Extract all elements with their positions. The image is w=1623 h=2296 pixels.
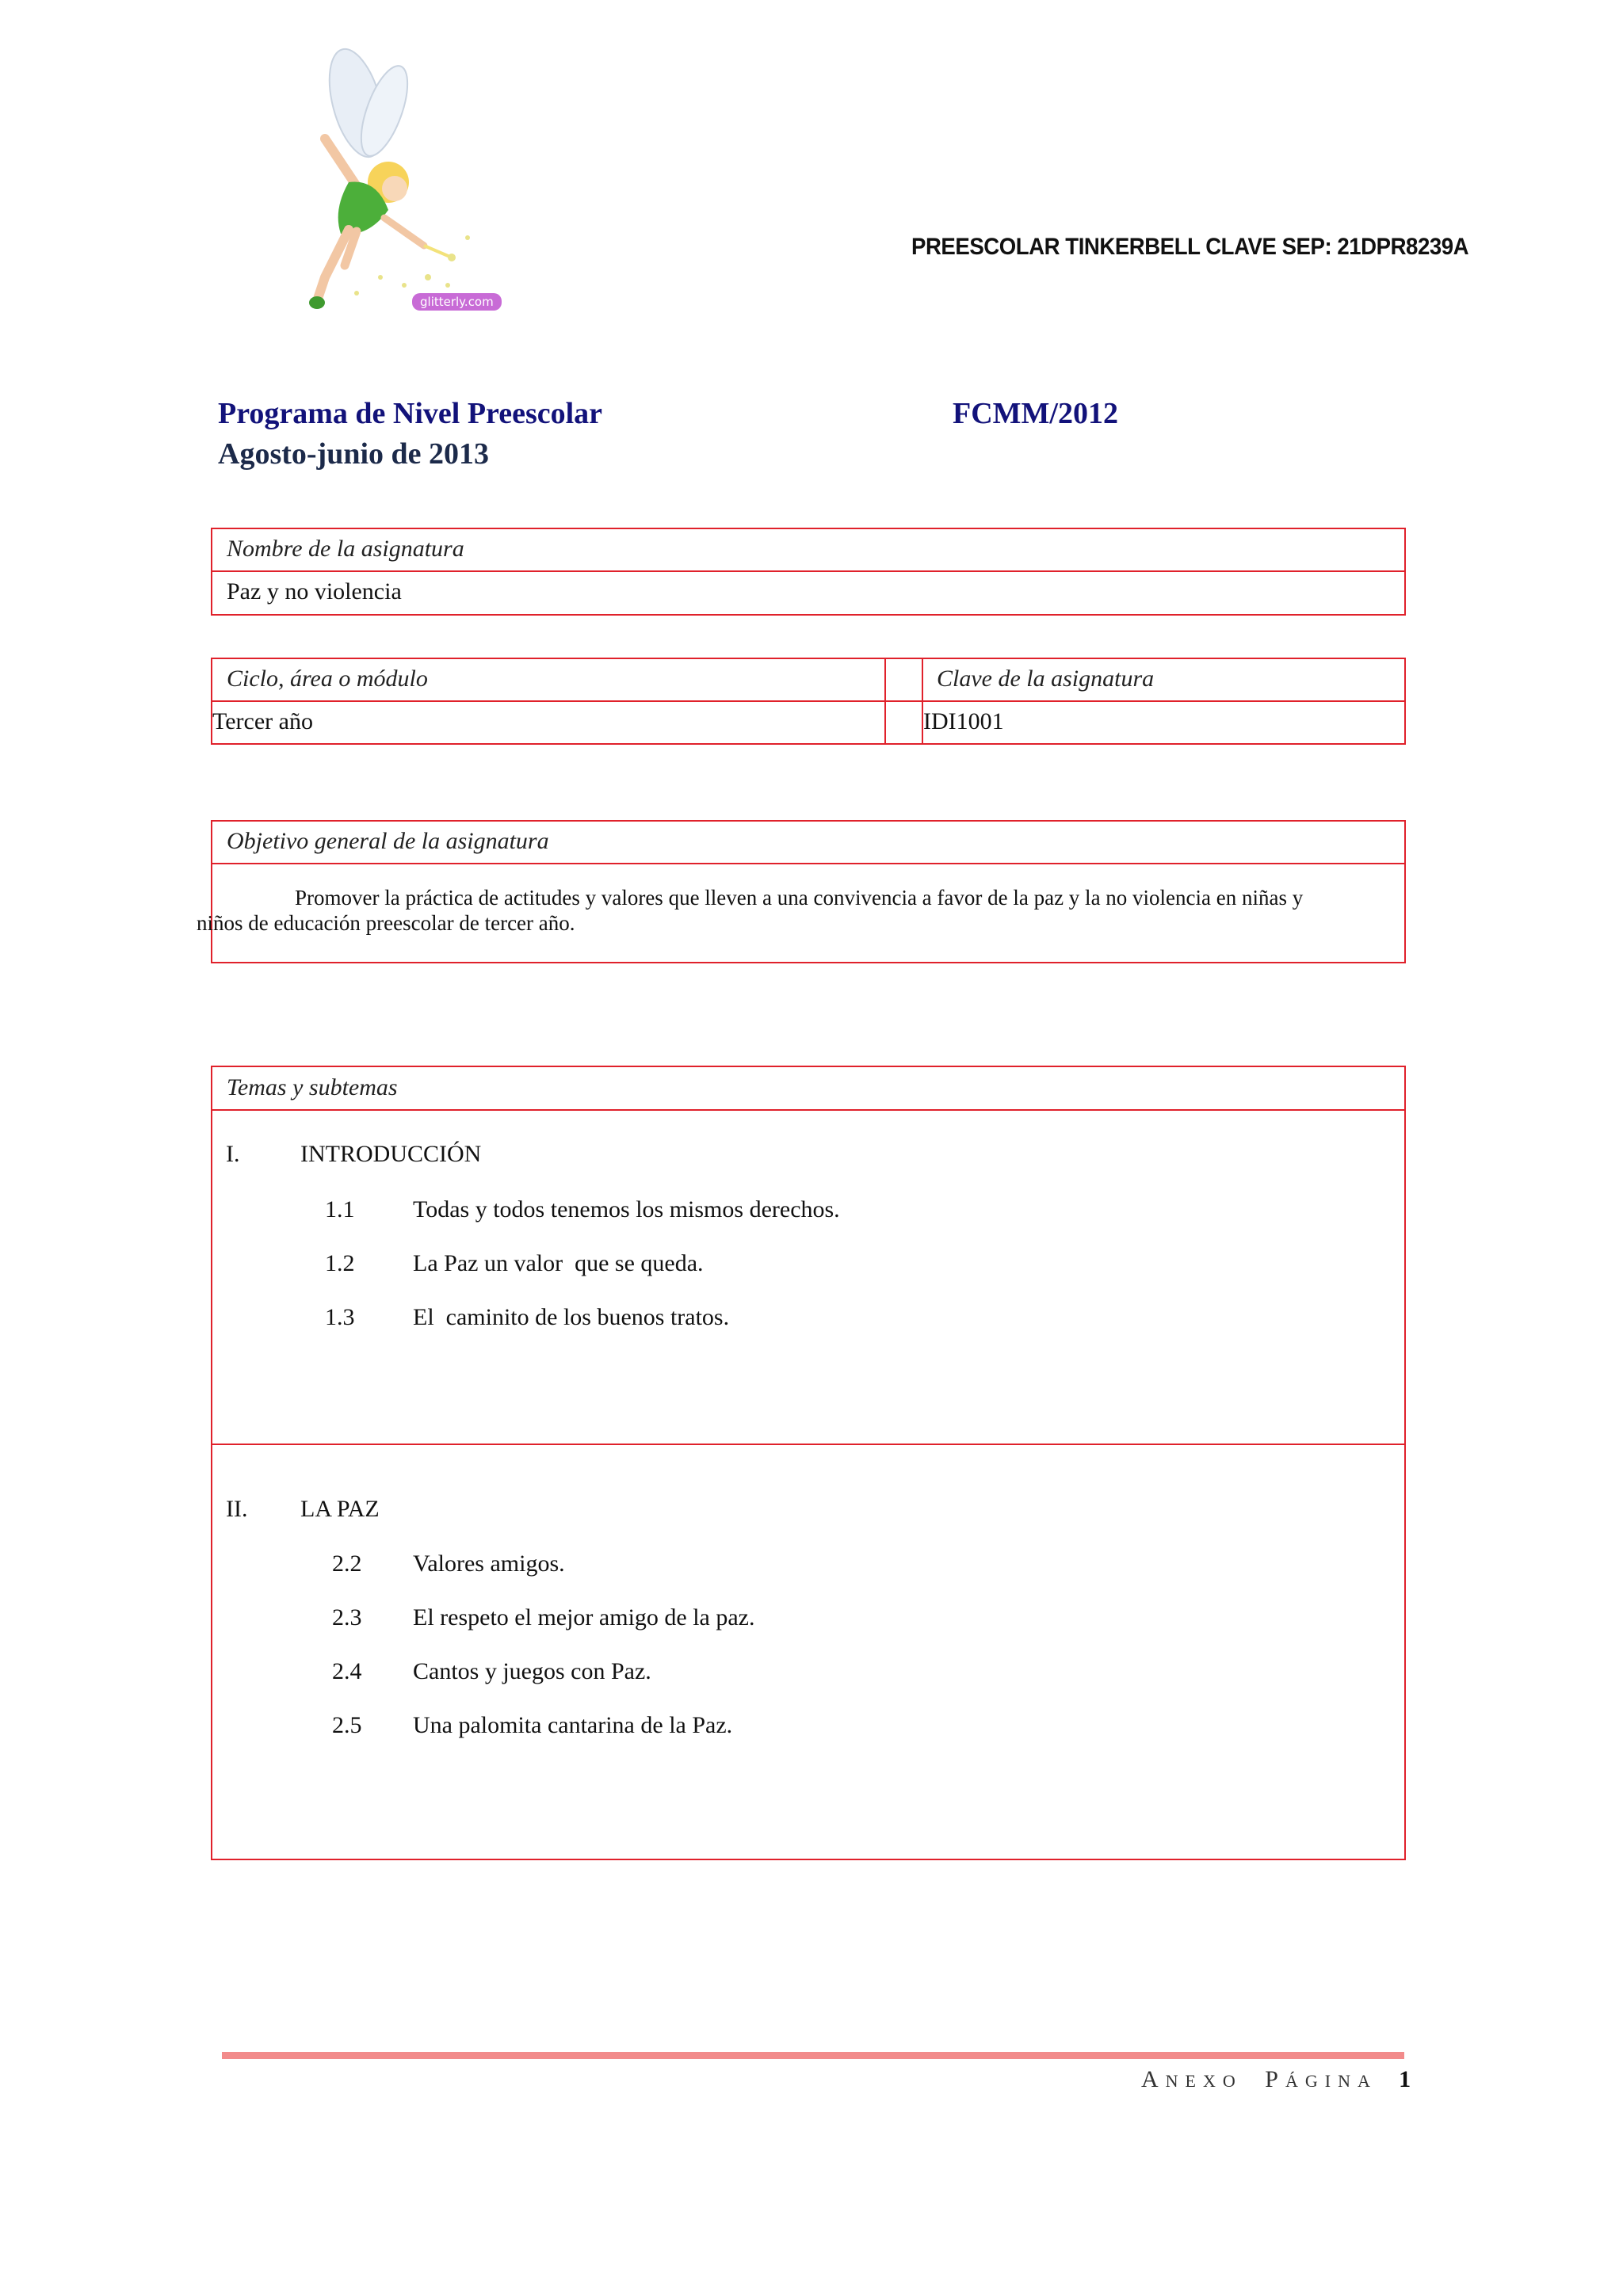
program-title: Programa de Nivel Preescolar [218,397,603,430]
topics-label: Temas y subtemas [227,1074,398,1100]
cycle-table [211,658,1406,745]
program-period: Agosto-junio de 2013 [218,437,490,471]
unit-numeral: I. [226,1141,240,1167]
subject-key-value: IDI1001 [923,708,1004,734]
subtopic-number: 1.3 [325,1304,355,1330]
subtopic-text: El respeto el mejor amigo de la paz. [413,1604,755,1630]
unit-numeral: II. [226,1496,248,1522]
subtopic-text: Todas y todos tenemos los mismos derechos. [413,1196,840,1222]
subject-value: Paz y no violencia [227,578,402,605]
unit-title: LA PAZ [300,1496,380,1522]
subtopic-number: 2.4 [332,1658,362,1684]
objective-label: Objetivo general de la asignatura [227,828,549,854]
subtopic-text: Valores amigos. [413,1550,565,1577]
tinkerbell-logo [238,48,491,317]
subtopic-number: 2.5 [332,1712,362,1738]
page-number: 1 [1399,2066,1411,2092]
subtopic-text: El caminito de los buenos tratos. [413,1304,730,1330]
subject-key-label: Clave de la asignatura [937,666,1155,692]
cycle-label: Ciclo, área o módulo [227,666,428,692]
objective-text-line1: Promover la práctica de actitudes y valores que lleven a una convivencia a favor de la paz y la no violencia en niñas y [295,886,1304,910]
cycle-value: Tercer año [212,708,313,734]
subtopic-text: Cantos y juegos con Paz. [413,1658,651,1684]
school-header-line: PREESCOLAR TINKERBELL CLAVE SEP: 21DPR8239A [911,234,1469,260]
subtopic-number: 1.1 [325,1196,355,1222]
topics-table [211,1066,1406,1860]
footer-divider [222,2052,1404,2059]
subject-table [211,528,1406,616]
unit-title: INTRODUCCIÓN [300,1141,482,1167]
subtopic-text: Una palomita cantarina de la Paz. [413,1712,733,1738]
logo-watermark: glitterly.com [412,293,502,311]
objective-text-line2: niños de educación preescolar de tercer año. [197,911,575,935]
subtopic-number: 2.3 [332,1604,362,1630]
subject-label: Nombre de la asignatura [227,536,464,562]
subtopic-number: 1.2 [325,1250,355,1276]
program-code: FCMM/2012 [953,397,1118,430]
subtopic-number: 2.2 [332,1550,362,1577]
page-footer: ANEXO PÁGINA 1 [1141,2066,1411,2092]
subtopic-text: La Paz un valor que se queda. [413,1250,704,1276]
